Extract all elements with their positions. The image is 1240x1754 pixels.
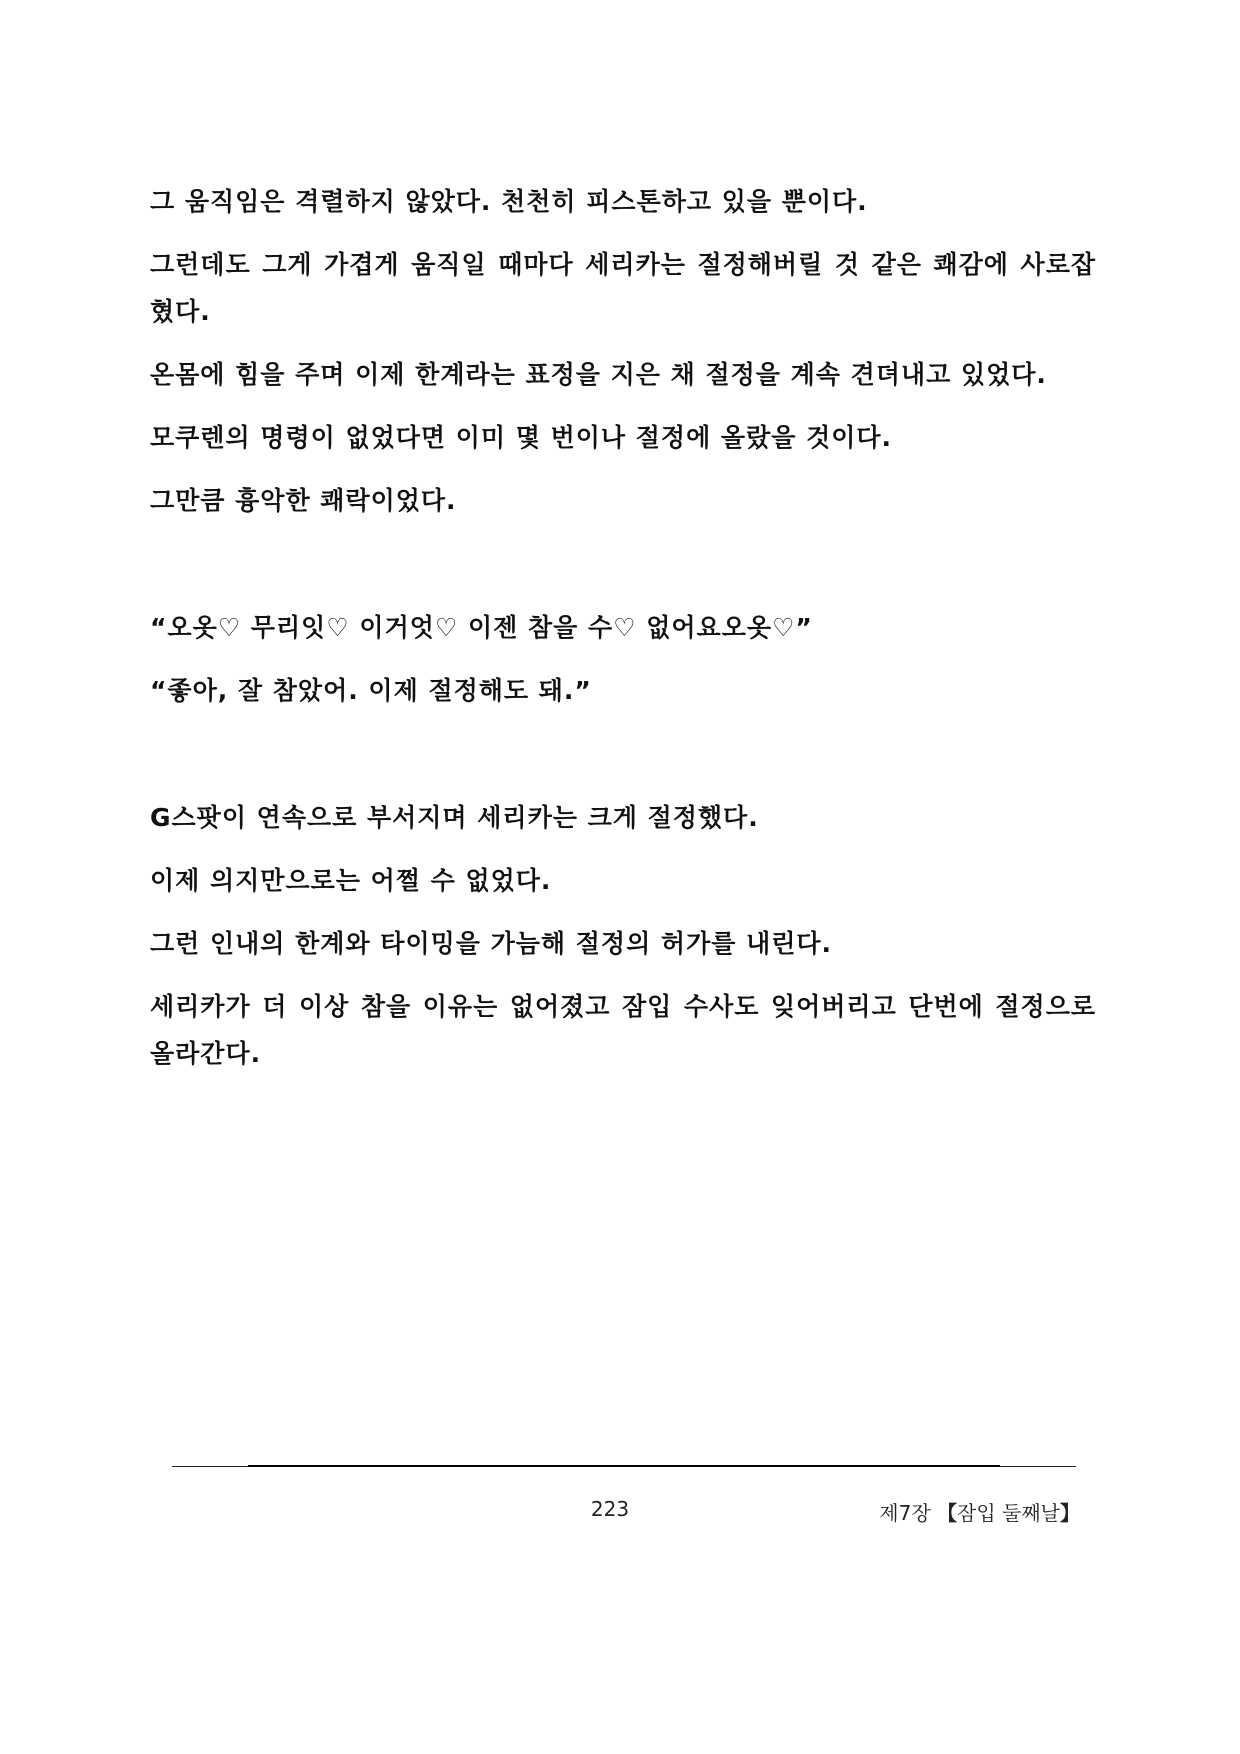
paragraph: G스팟이 연속으로 부서지며 세리카는 크게 절정했다.	[150, 803, 759, 832]
paragraph: 그만큼 흉악한 쾌락이었다.	[150, 486, 457, 515]
chapter-label	[830, 1497, 1080, 1526]
bracket-close: 】	[1060, 1501, 1080, 1525]
paragraph: 그런데도 그게 가겹게 움직일 때마다 세리카는 절정해버릴 것 같은 쾌감에 사로잡혔다.	[150, 250, 1096, 326]
dialogue-line: “오옷♡ 무리잇♡ 이거엇♡ 이젠 참을 수♡ 없어요오옷♡”	[150, 613, 813, 642]
dialogue-line: “좋아, 잘 참았어. 이제 절정해도 돼.”	[150, 676, 592, 705]
page-number: 223	[590, 1497, 630, 1521]
paragraph: 세리카가 더 이상 참을 이유는 없어졌고 잠입 수사도 잊어버리고 단번에 절정으로 올라간다.	[150, 992, 1096, 1068]
body-text	[150, 178, 1096, 1093]
bracket-open: 【	[937, 1501, 958, 1525]
paragraph: 이제 의지만으로는 어쩔 수 없었다.	[150, 866, 552, 895]
blank-line	[150, 540, 1096, 604]
blank-line	[150, 730, 1096, 794]
chapter-title: 잠입 둘째날	[957, 1501, 1060, 1525]
paragraph: 모쿠렌의 명령이 없었다면 이미 몇 번이나 절정에 올랐을 것이다.	[150, 423, 893, 452]
chapter-prefix: 제7장	[879, 1501, 931, 1525]
paragraph: 온몸에 힘을 주며 이제 한계라는 표정을 지은 채 절정을 계속 견뎌내고 있었다.	[150, 360, 1047, 389]
footer-divider-bold	[248, 1465, 1000, 1467]
paragraph: 그런 인내의 한계와 타이밍을 가늠해 절정의 허가를 내린다.	[150, 929, 833, 958]
paragraph: 그 움직임은 격렬하지 않았다. 천천히 피스톤하고 있을 뿐이다.	[150, 187, 868, 216]
